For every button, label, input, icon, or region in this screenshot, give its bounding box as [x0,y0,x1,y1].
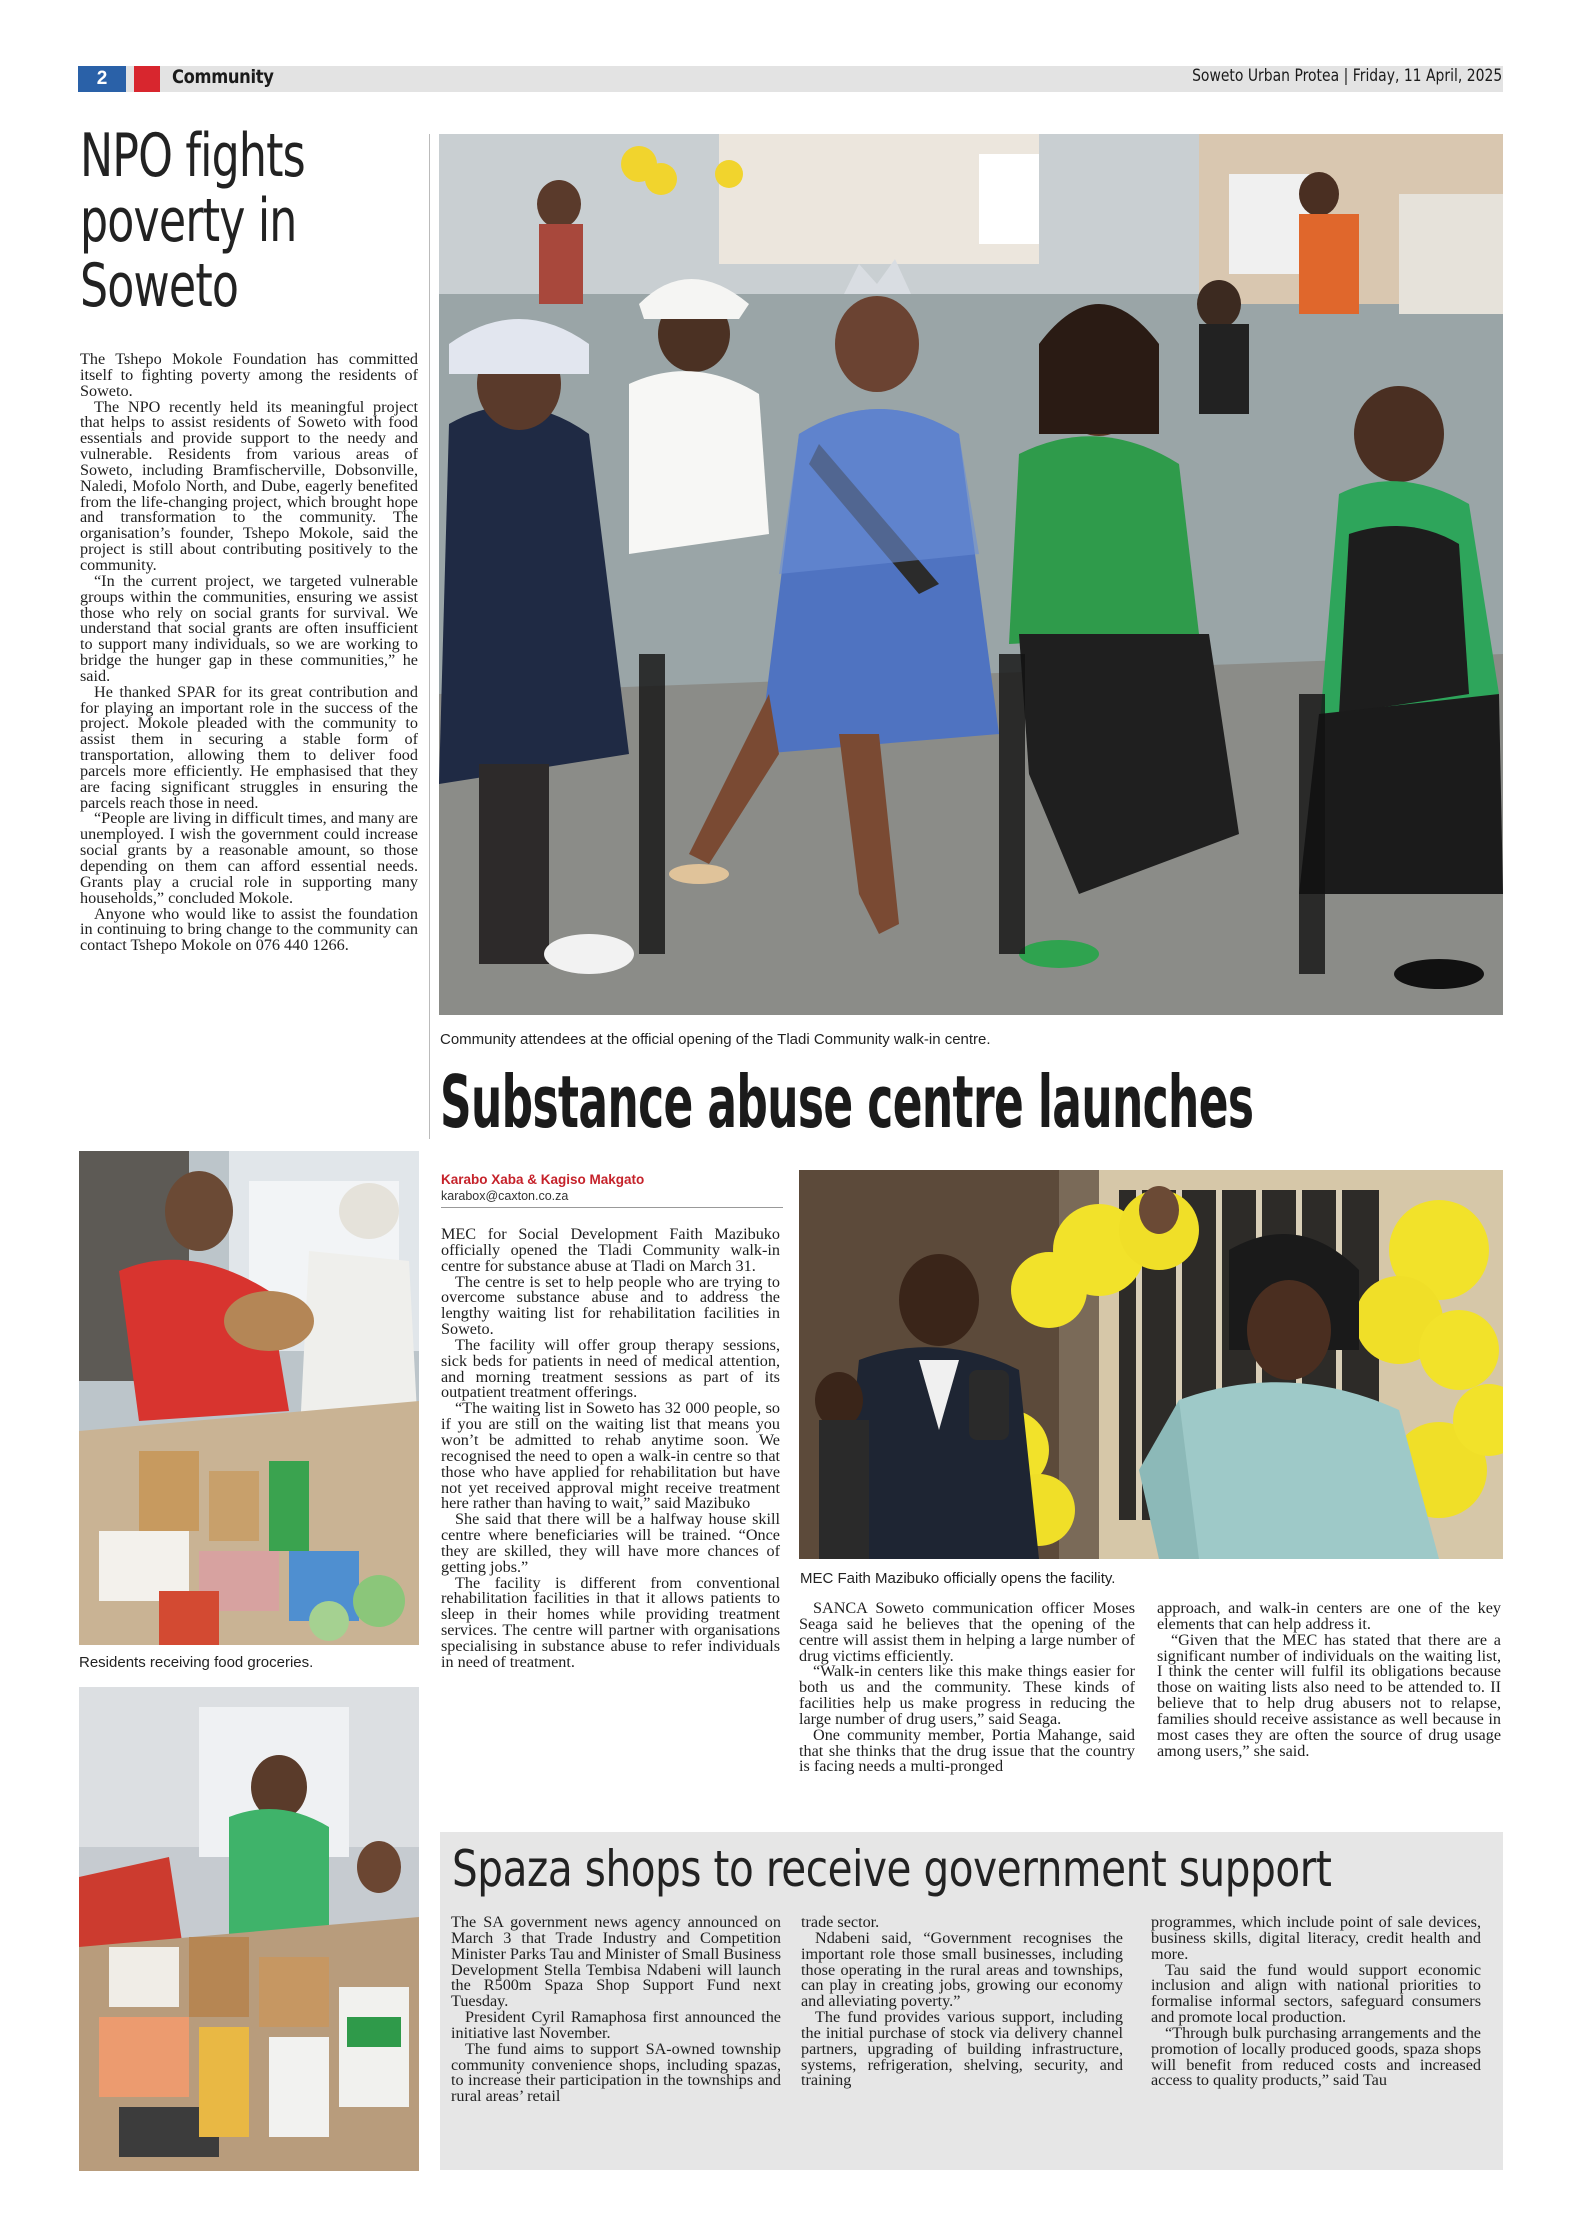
mec-photo-caption: MEC Faith Mazibuko officially opens the facility. [800,1570,1116,1587]
spaza-paragraph: The fund aims to support SA-owned township community convenience shops, including spazas, to increase their participation in the townships and rural areas’ retail [451,2039,781,2106]
npo-paragraph: The NPO recently held its meaningful project that helps to assist residents of Soweto with food essentials and provide support to the needy and vulnerable. Residents from various areas of Soweto, including Bramfischerville, Dobsonville, Naledi, Mofolo North, and Dube, eagerly benefited from the life-changing project, which brought hope and transformation to the community. The organisation’s founder, Tshepo Mokole, said the project is still about contributing positively to the community. [80,397,418,574]
main-event-photo-image [439,134,1503,1015]
substance-paragraph: “Walk-in centers like this make things easier for both us and the community. These kinds of facilities help us make progress in reducing the large number of drug users,” said Seaga. [799,1662,1135,1728]
publication-date: Soweto Urban Protea | Friday, 11 April, 2025 [1191,66,1502,86]
substance-body-col1 [441,1227,780,1671]
spaza-paragraph: trade sector. [801,1913,880,1931]
npo-paragraph: “In the current project, we targeted vulnerable groups within the communities, ensuring we assist those who rely on social grants for survival. We understand that social grants are often insufficient to support many individuals, so we are working to bridge the hunger gap in these communities,” he said. [80,571,418,685]
byline-rule [441,1207,783,1208]
substance-paragraph: The facility is different from conventional rehabilitation facilities in that it allows patients to sleep in their homes while providing treatment services. The centre will partner with organisations specialising in substance abuse to refer individuals in need of treatment. [441,1573,780,1671]
page-number: 2 [78,66,126,92]
spaza-headline: Spaza shops to receive government support [452,1840,1332,1898]
groceries-caption: Residents receiving food groceries. [79,1654,314,1671]
npo-paragraph: “People are living in difficult times, and many are unemployed. I wish the government could increase social grants by a reasonable amount, so those depending on them can afford essential needs. Grants play a crucial role in supporting many households,” concluded Mokole. [80,809,418,907]
spaza-paragraph: The SA government news agency announced on March 3 that Trade Industry and Competition Minister Parks Tau and Minister of Small Business Development Stella Tembisa Ndabeni will launch the R500m Spaza Shop Support Fund next Tuesday. [451,1913,781,2011]
npo-body [80,352,418,954]
spaza-paragraph: Tau said the fund would support economic inclusion and align with national priorities to formalise informal sectors, safeguard consumers and promote local production. [1151,1960,1481,2027]
substance-paragraph: MEC for Social Development Faith Mazibuko officially opened the Tladi Community walk-in centre for substance abuse at Tladi on March 31. [441,1225,780,1275]
spaza-body-col1 [451,1915,781,2105]
groceries-photo-image [79,1151,419,1645]
spaza-paragraph: President Cyril Ramaphosa first announced the initiative last November. [451,2008,781,2042]
substance-headline: Substance abuse centre launches [440,1060,1254,1144]
substance-paragraph: She said that there will be a halfway house skill centre where beneficiaries will be trained. “Once they are skilled, they will have more chances of getting jobs.” [441,1510,780,1576]
byline: Karabo Xaba & Kagiso Makgato [441,1172,645,1187]
groceries-photo [79,1151,419,1645]
mec-photo [799,1170,1503,1559]
main-event-photo [439,134,1503,1015]
substance-body-col2 [799,1601,1135,1775]
spaza-paragraph: “Through bulk purchasing arrangements and the promotion of locally produced goods, spaza shops will benefit from reduced costs and increased access to quality products,” said Tau [1151,2023,1481,2090]
mec-photo-image [799,1170,1503,1559]
parcels-photo [79,1687,419,2171]
npo-paragraph: The Tshepo Mokole Foundation has committed itself to fighting poverty among the residents of Soweto. [80,350,418,400]
substance-paragraph: The facility will offer group therapy sessions, sick beds for patients in need of medical attention, and morning treatment sessions as part of its outpatient treatment offerings. [441,1335,780,1402]
substance-paragraph: approach, and walk-in centers are one of the key elements that can help address it. [1157,1599,1501,1633]
npo-headline: NPO fights poverty in Soweto [80,121,305,321]
spaza-body-col3 [1151,1915,1481,2089]
main-photo-caption: Community attendees at the official opening of the Tladi Community walk-in centre. [440,1031,991,1048]
spaza-paragraph: The fund provides various support, including the initial purchase of stock via delivery channel partners, upgrading of building infrastructure, systems, refrigeration, shelving, security, and training [801,2008,1123,2090]
substance-paragraph: “The waiting list in Soweto has 32 000 people, so if you are still on the waiting list that means you won’t be admitted to rehab anytime soon. We recognised the need to open a walk-in centre so that those who have applied for rehabilitation but have not yet received approval might receive treatment here rather than having to wait,” said Mazibuko [441,1399,780,1513]
spaza-paragraph: Ndabeni said, “Government recognises the important role those small businesses, including those operating in the rural areas and townships, can play in creating jobs, growing our economy and alleviating poverty.” [801,1928,1123,2011]
npo-paragraph: Anyone who would like to assist the foundation in continuing to bring change to the community can contact Tshepo Mokole on 076 440 1266. [80,904,418,955]
substance-paragraph: “Given that the MEC has stated that there are a significant number of individuals on the waiting list, I think the center will fulfil its obligations because those on waiting lists also need to be attended to. II believe that to help drug abusers not to relapse, families should receive assistance as well because in most cases they are often the source of drug usage among users,” she said. [1157,1630,1501,1760]
npo-paragraph: He thanked SPAR for its great contribution and for playing an important role in the success of the project. Mokole pleaded with the community to assist them in securing a stable form of transportation, allowing them to deliver food parcels more efficiently. He emphasised that they are facing significant struggles in ensuring the parcels reach those in need. [80,682,418,812]
spaza-body-col2 [801,1915,1123,2089]
byline-email: karabox@caxton.co.za [441,1189,569,1203]
spaza-paragraph: programmes, which include point of sale devices, business skills, digital literacy, credit health and more. [1151,1913,1481,1963]
column-divider [429,134,430,1139]
section-marker [134,66,160,92]
parcels-photo-image [79,1687,419,2171]
section-label: Community [172,66,274,88]
substance-paragraph: The centre is set to help people who are trying to overcome substance abuse and to address the lengthy waiting list for rehabilitation facilities in Soweto. [441,1272,780,1339]
substance-paragraph: SANCA Soweto communication officer Moses Seaga said he believes that the opening of the centre will assist them in helping a large number of drug victims efficiently. [799,1599,1135,1665]
substance-body-col3 [1157,1601,1501,1759]
substance-paragraph: One community member, Portia Mahange, said that she thinks that the drug issue that the country is facing needs a multi-pronged [799,1725,1135,1776]
